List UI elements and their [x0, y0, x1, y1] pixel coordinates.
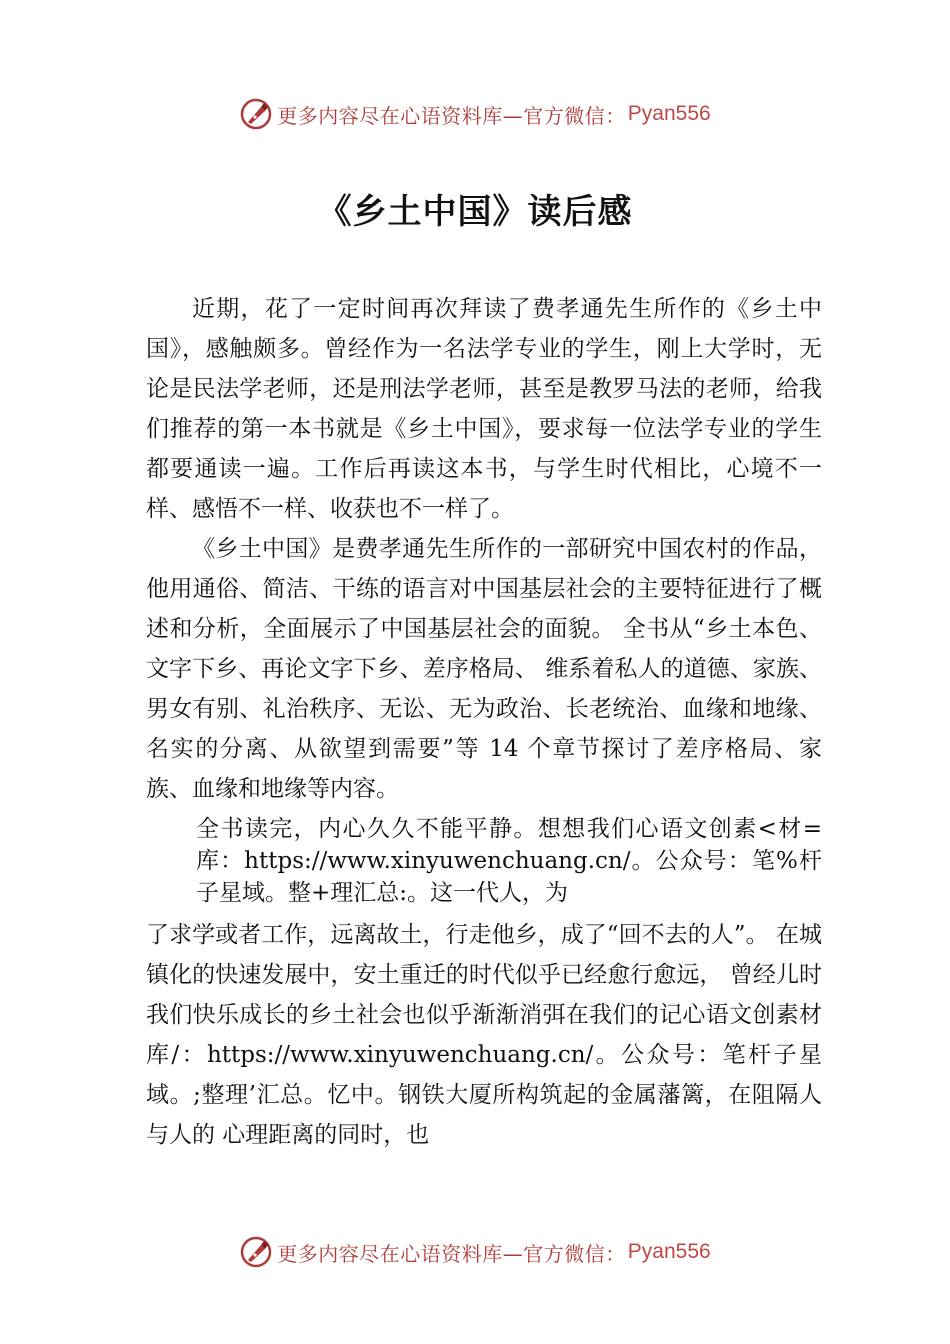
pen-nib-logo-icon — [239, 1235, 273, 1269]
paragraph-1: 近期，花了一定时间再次拜读了费孝通先生所作的《乡土中国》，感触颇多。曾经作为一名法学专业的学生，刚上大学时，无论是民法学老师，还是刑法学老师，甚至是教罗马法的老师，给我们推荐的第一本书就是《乡土中国》，要求每一位法学专业的学生都要通读一遍。工作后再读这本书，与学生时代相比，心境不一样、感悟不一样、收获也不一样了。 — [146, 296, 822, 522]
page-title: 《乡土中国》读后感 — [317, 192, 633, 232]
paragraph-4: 了求学或者工作，远离故土，行走他乡，成了“回不去的人”。 在城镇化的快速发展中，安土重迁的时代似乎已经愈行愈远， 曾经儿时我们快乐成长的乡土社会也似乎渐渐消弭在我们的记心语文创素材库/：https://www.xinyuwenchuang.cn/。公众号：笔杆子星域。;整理’汇总。忆中。钢铁大厦所构筑起的金属藩篱，在阻隔人与人的 心理距离的同时，也 — [146, 922, 822, 1148]
article-body — [146, 289, 822, 1155]
wechat-id: Pyan556 — [627, 1240, 711, 1263]
paragraph-3-inset: 全书读完，内心久久不能平静。想想我们心语文创素<材=库：https://www.xinyuwenchuang.cn/。公众号：笔%杆子星域。整+理汇总:。这一代人，为 — [196, 816, 822, 906]
promo-text: 更多内容尽在心语资料库—官方微信： — [277, 1241, 626, 1266]
footer-banner — [0, 1232, 950, 1272]
wechat-id: Pyan556 — [627, 102, 711, 125]
pen-nib-logo-icon — [239, 97, 273, 131]
header-banner — [0, 94, 950, 134]
promo-text: 更多内容尽在心语资料库—官方微信： — [277, 103, 626, 128]
paragraph-2: 《乡土中国》是费孝通先生所作的一部研究中国农村的作品，他用通俗、简洁、干练的语言对中国基层社会的主要特征进行了概述和分析，全面展示了中国基层社会的面貌。 全书从“乡土本色、文字下乡、再论文字下乡、差序格局、 维系着私人的道德、家族、男女有别、礼治秩序、无讼、无为政治、长老统治、血缘和地缘、名实的分离、从欲望到需要”等 14 个章节探讨了差序格局、家族、血缘和地缘等内容。 — [146, 536, 822, 802]
